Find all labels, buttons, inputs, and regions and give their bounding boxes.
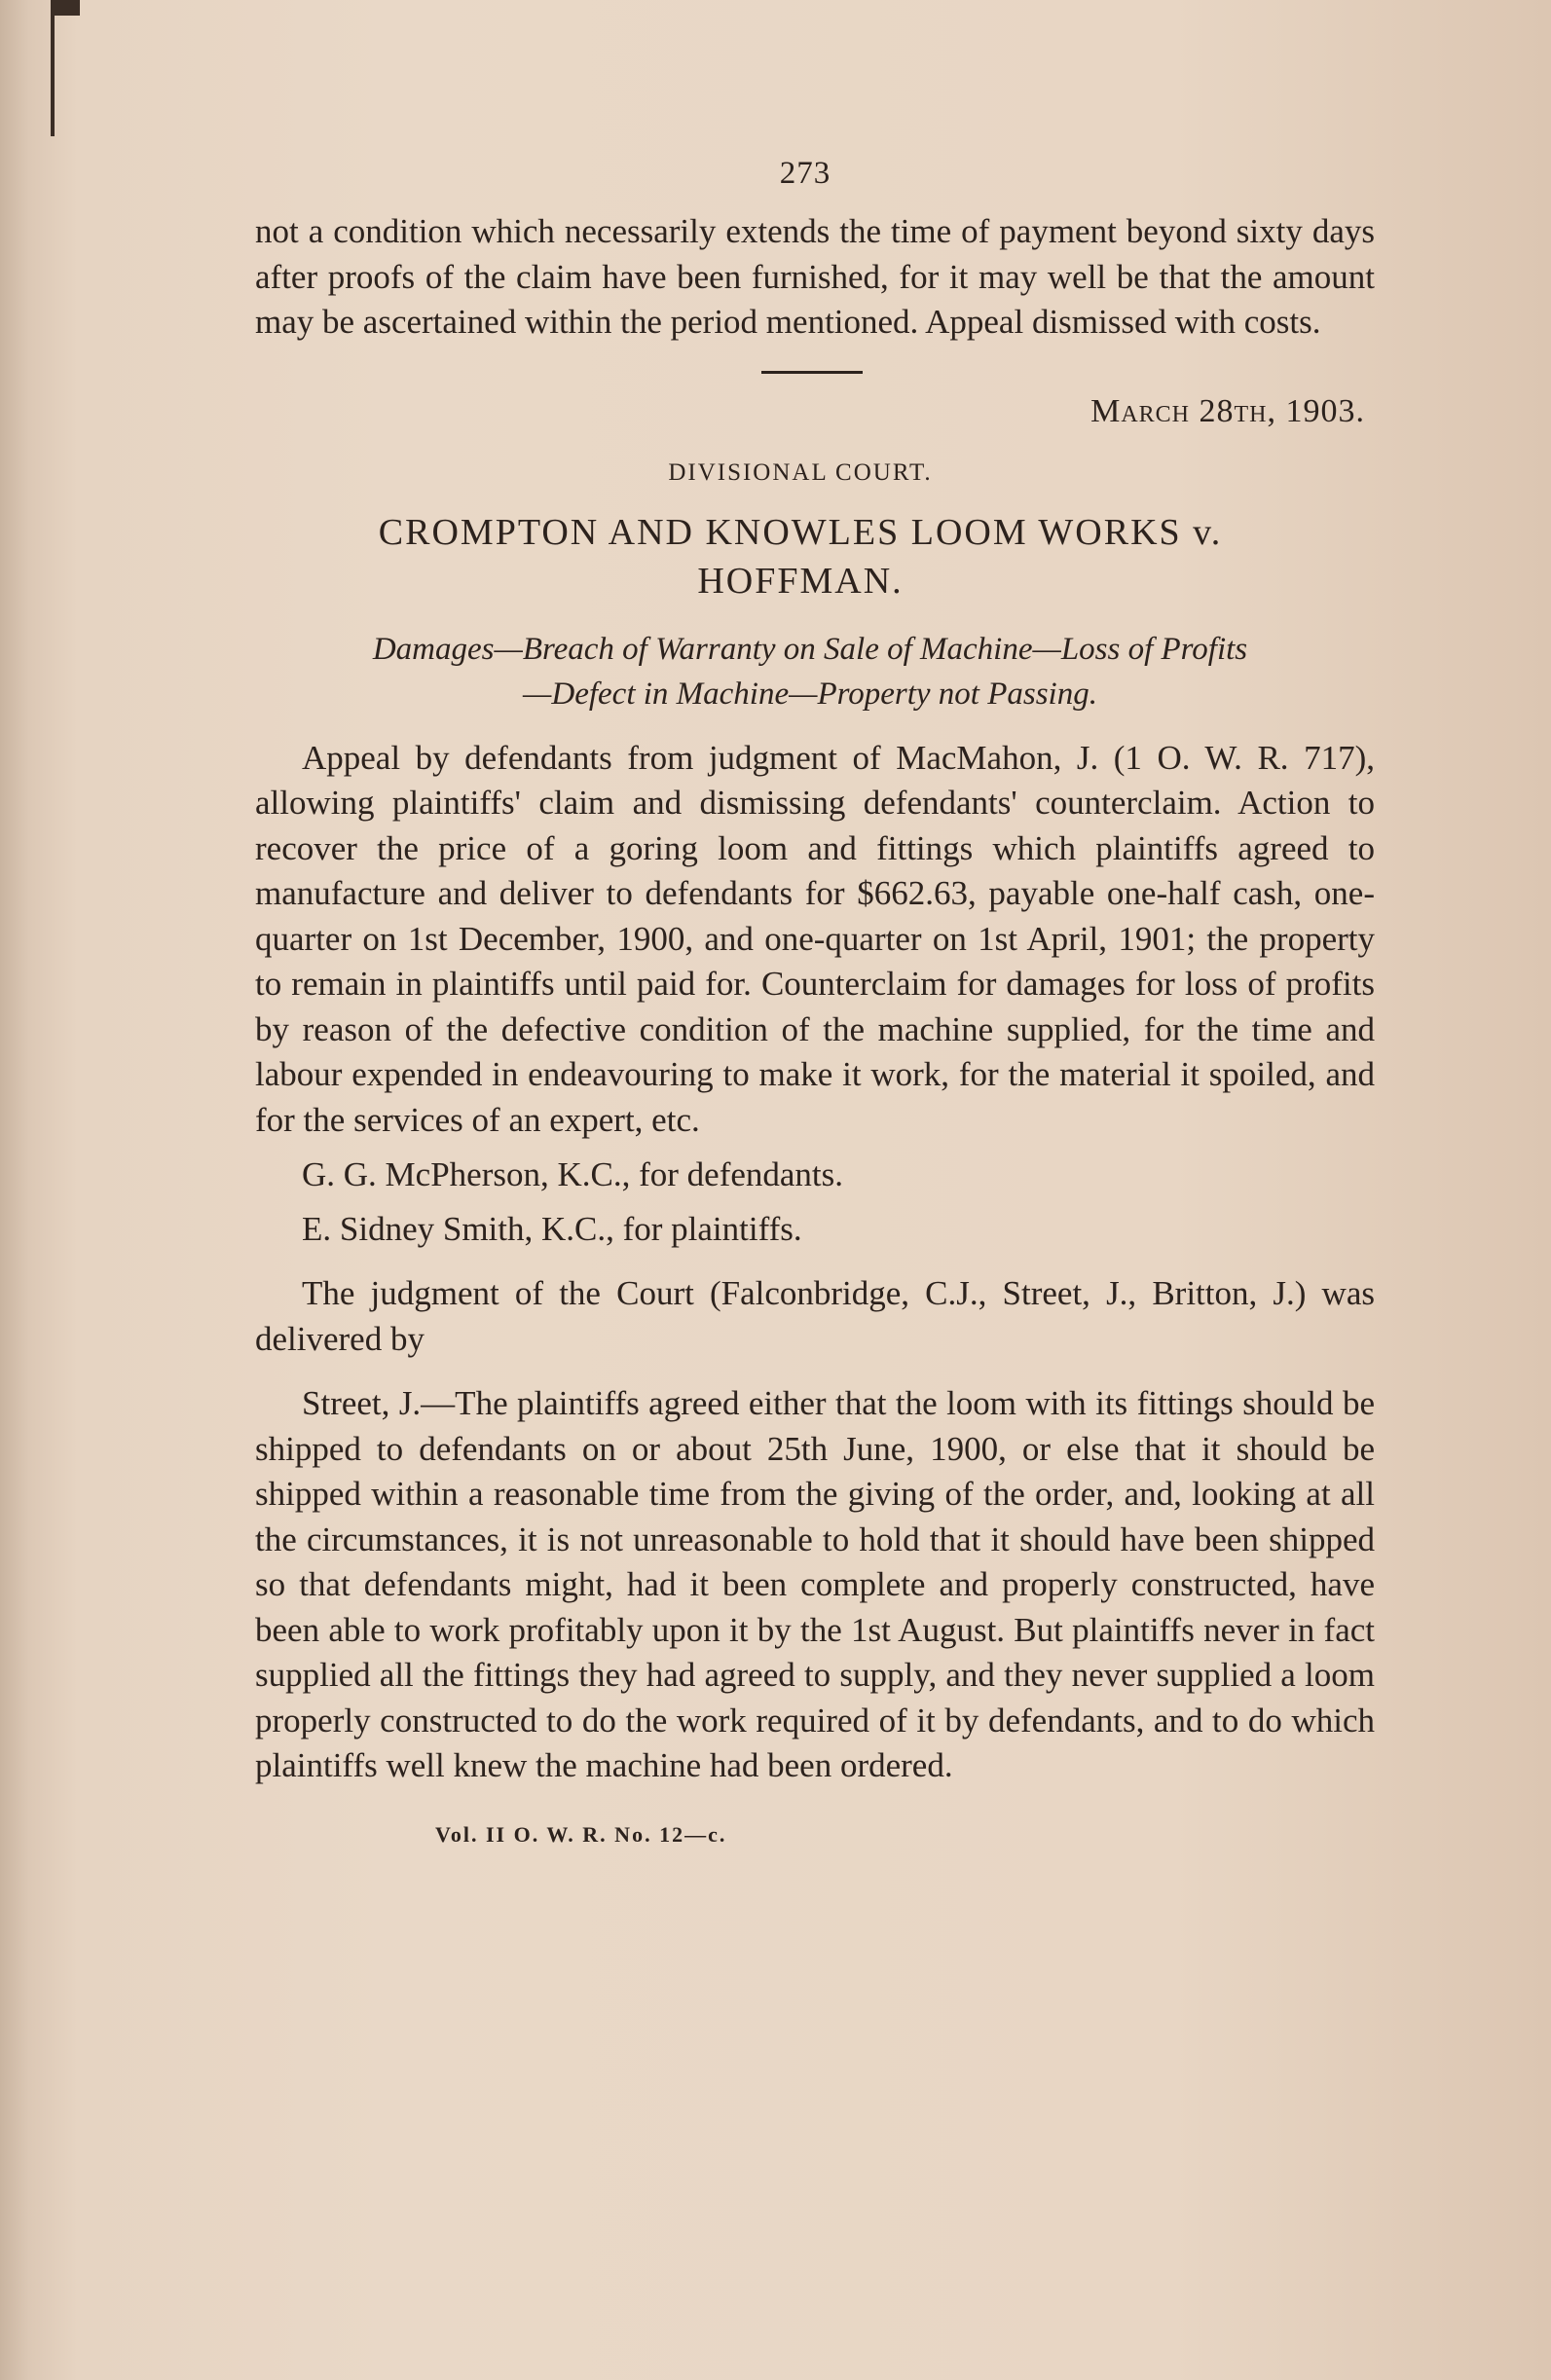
- case-title-line-2: HOFFMAN.: [697, 560, 904, 602]
- headnote: [255, 627, 1365, 716]
- case-title-line-1: CROMPTON AND KNOWLES LOOM WORKS v.: [378, 511, 1223, 553]
- court-name: DIVISIONAL COURT.: [668, 458, 933, 486]
- continuation-paragraph: not a condition which necessarily extends the time of payment beyond sixty days after proofs of the claim have been furnished, for it may well be that the amount may be ascertained within the period mentioned. Appeal dismissed with costs.: [255, 212, 1375, 341]
- counsel-plaintiffs: E. Sidney Smith, K.C., for plaintiffs.: [302, 1210, 802, 1248]
- judgment-text: Street, J.—The plaintiffs agreed either that the loom with its fittings should be shipped to defendants on or about 25th June, 1900, or else that it should be shipped within a reasonable time from the giving of the order, and, looking at all the circumstances, it is not unreasonable to hold that it should have been shipped so that defendants might, had it been complete and properly constructed, have been able to work profitably upon it by the 1st August. But plaintiffs never in fact supplied all the fittings they had agreed to supply, and they never supplied a loom properly constructed to do the work required of it by defendants, and to do which plaintiffs well knew the machine had been ordered.: [255, 1384, 1375, 1784]
- page-footer-signature: Vol. II O. W. R. No. 12—c.: [435, 1821, 727, 1847]
- section-divider: [761, 371, 863, 374]
- page-number: 273: [779, 156, 831, 191]
- headnote-line-1: Damages—Breach of Warranty on Sale of Machine—Loss of Profits: [372, 631, 1248, 667]
- case-title: [255, 508, 1346, 605]
- appeal-paragraph: Appeal by defendants from judgment of MacMahon, J. (1 O. W. R. 717), allowing plaintiffs' claim and dismissing defendants' counterclaim. Action to recover the price of a goring loom and fittings which plaintiffs agreed to manufacture and deliver to defendants for $662.63, payable one-half cash, one-quarter on 1st December, 1900, and one-quarter on 1st April, 1901; the property to remain in plaintiffs until paid for. Counterclaim for damages for loss of profits by reason of the defective condition of the machine supplied, for the time and labour expended in endeavouring to make it work, for the material it spoiled, and for the services of an expert, etc.: [255, 738, 1375, 1139]
- book-spine-edge: [51, 0, 55, 136]
- case-date: March 28th, 1903.: [1090, 392, 1365, 429]
- judgment-intro: The judgment of the Court (Falconbridge, C.J., Street, J., Britton, J.) was delivered by: [255, 1274, 1375, 1358]
- headnote-line-2: —Defect in Machine—Property not Passing.: [523, 676, 1097, 712]
- counsel-defendants: G. G. McPherson, K.C., for defendants.: [302, 1155, 844, 1193]
- book-spine-corner: [51, 0, 80, 16]
- page-text-block: [255, 156, 1375, 1848]
